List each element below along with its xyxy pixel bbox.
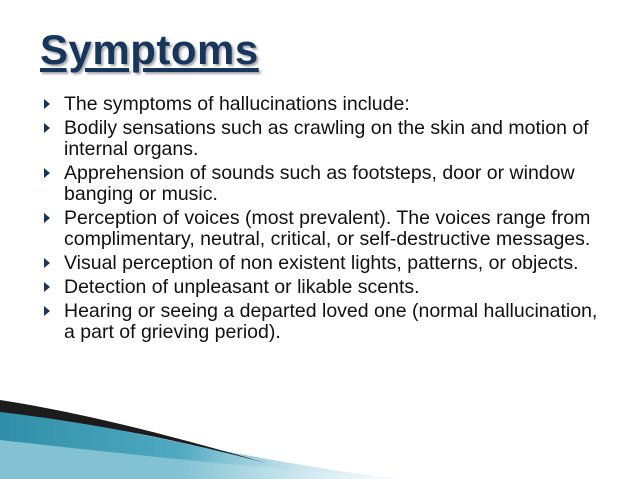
bullet-text: Bodily sensations such as crawling on the skin and motion of internal organs. [64, 117, 589, 160]
slide-title: Symptoms [40, 26, 259, 73]
bullet-text: Perception of voices (most prevalent). The voices range from complimentary, neutral, critical, or self-destructive messages. [64, 207, 591, 250]
bullet-text: Apprehension of sounds such as footsteps, door or window banging or music. [64, 162, 575, 205]
bullet-text: Visual perception of non existent lights, patterns, or objects. [64, 252, 579, 274]
bullet-text: Detection of unpleasant or likable scents. [64, 276, 420, 298]
bullet-text: The symptoms of hallucinations include: [64, 93, 410, 115]
bullet-text: Hearing or seeing a departed loved one (normal hallucination, a part of grieving period). [64, 300, 598, 343]
